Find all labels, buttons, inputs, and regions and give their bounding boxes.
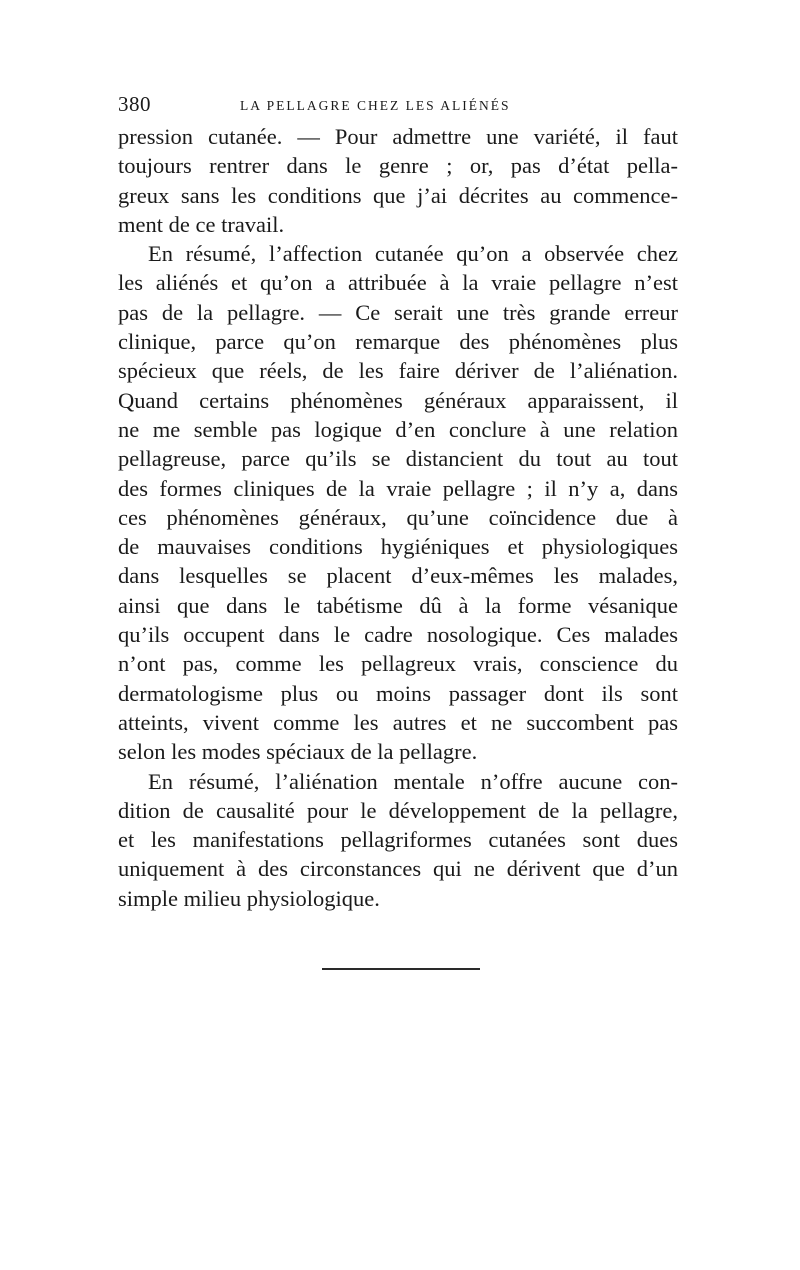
- text-line: dans lesquelles se placent d’eux-mêmes les malades,: [118, 563, 678, 589]
- text-line: En résumé, l’aliénation mentale n’offre aucune con-: [148, 768, 678, 794]
- page-number: 380: [118, 92, 151, 116]
- running-title: LA PELLAGRE CHEZ LES ALIÉNÉS: [240, 98, 511, 113]
- text-line: atteints, vivent comme les autres et ne succombent pas: [118, 709, 678, 735]
- text-line: ces phénomènes généraux, qu’une coïncidence due à: [118, 504, 678, 530]
- text-line: n’ont pas, comme les pellagreux vrais, conscience du: [118, 651, 678, 677]
- text-line: ne me semble pas logique d’en conclure à une relation: [118, 416, 678, 442]
- text-line: Quand certains phénomènes généraux apparaissent, il: [118, 387, 678, 413]
- text-line: dermatologisme plus ou moins passager dont ils sont: [118, 680, 678, 706]
- text-line: greux sans les conditions que j’ai décrites au commence-: [118, 182, 678, 208]
- text-line: clinique, parce qu’on remarque des phénomènes plus: [118, 329, 678, 355]
- text-line: ment de ce travail.: [118, 211, 285, 237]
- text-line: les aliénés et qu’on a attribuée à la vraie pellagre n’est: [118, 270, 678, 296]
- text-line: pellagreuse, parce qu’ils se distancient du tout au tout: [118, 446, 678, 472]
- text-line: de mauvaises conditions hygiéniques et physiologiques: [118, 534, 678, 560]
- end-rule: [322, 968, 480, 970]
- text-line: En résumé, l’affection cutanée qu’on a observée chez: [148, 241, 678, 267]
- text-line: pression cutanée. — Pour admettre une variété, il faut: [118, 124, 678, 149]
- text-line: spécieux que réels, de les faire dériver de l’aliénation.: [118, 358, 678, 384]
- text-line: dition de causalité pour le développement de la pellagre,: [118, 797, 678, 823]
- text-line: pas de la pellagre. — Ce serait une très grande erreur: [118, 299, 678, 325]
- page-header: [118, 92, 678, 120]
- text-line: et les manifestations pellagriformes cutanées sont dues: [118, 827, 678, 853]
- text-line: toujours rentrer dans le genre ; or, pas d’état pella-: [118, 153, 678, 179]
- text-line: uniquement à des circonstances qui ne dérivent que d’un: [118, 856, 678, 882]
- text-line: selon les modes spéciaux de la pellagre.: [118, 739, 478, 765]
- text-line: des formes cliniques de la vraie pellagre ; il n’y a, dans: [118, 475, 678, 501]
- text-line: ainsi que dans le tabétisme dû à la forme vésanique: [118, 592, 678, 618]
- text-line: simple milieu physiologique.: [118, 885, 380, 911]
- text-line: qu’ils occupent dans le cadre nosologique. Ces malades: [118, 622, 678, 648]
- body-text: [118, 122, 678, 913]
